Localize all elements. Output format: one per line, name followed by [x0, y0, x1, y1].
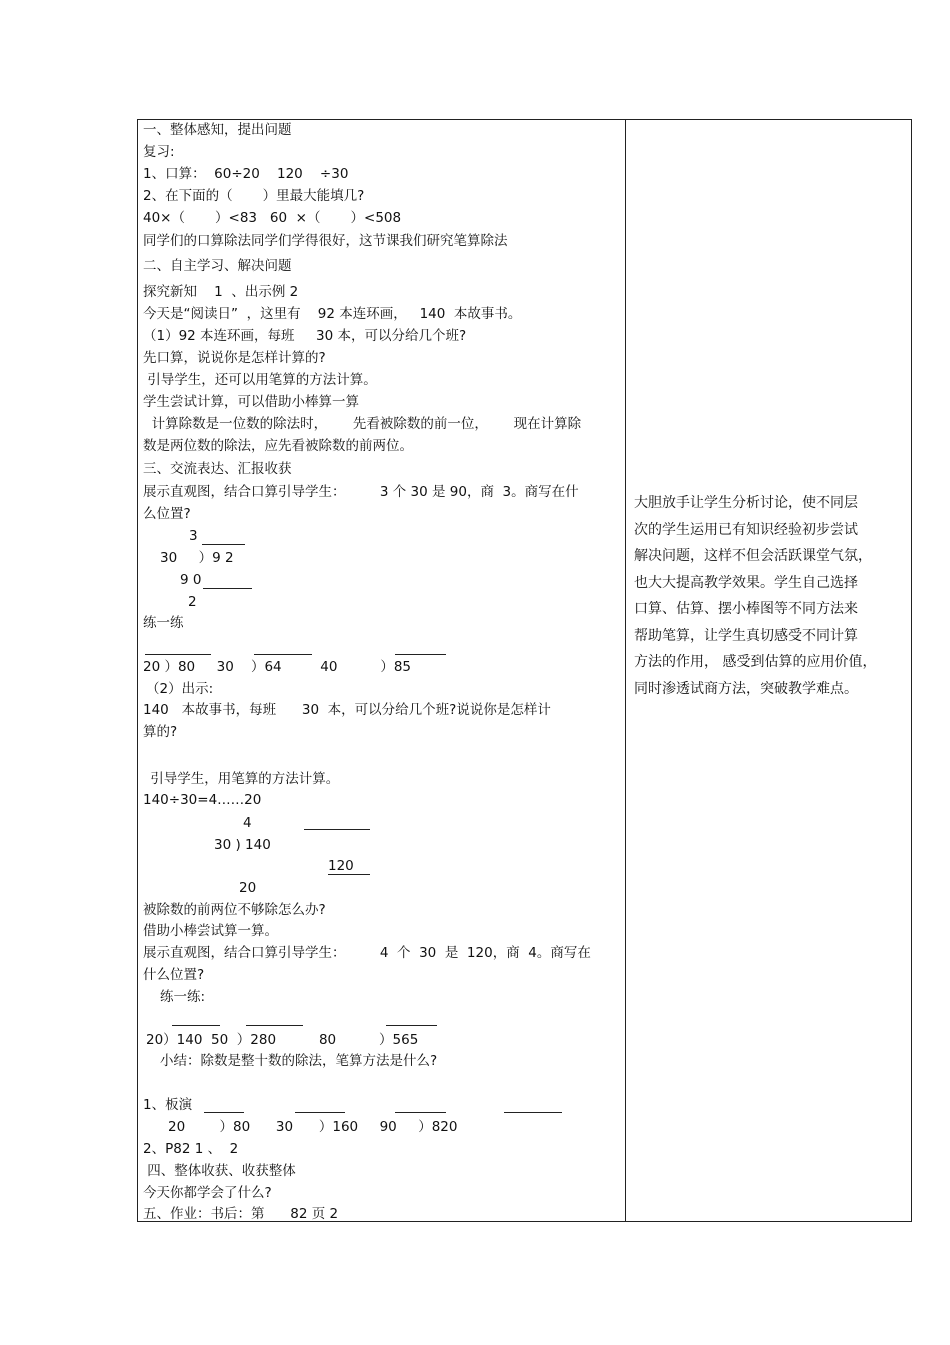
fill-exercise: 40×（ ）<83 60 ×（ ）<508: [143, 210, 402, 226]
section-3-heading: 三、交流表达、汇报收获: [143, 461, 292, 477]
show-diagram-1a: 展示直观图，结合口算引导学生： 3 个 30 是 90，商 3。商写在什: [143, 484, 579, 500]
intro-text: 同学们的口算除法同学们学得很好，这节课我们研究笔算除法: [143, 233, 508, 249]
division-remainder: 2: [188, 594, 197, 610]
division2-bar: [304, 829, 370, 830]
division2-setup: 30 ) 140: [214, 837, 271, 853]
review-label: 复习:: [143, 144, 175, 160]
board-problems: 20 ）80 30 ）160 90 ）820: [168, 1119, 458, 1135]
practice-bar-3: [395, 654, 446, 655]
section-2-heading: 二、自主学习、解决问题: [143, 258, 292, 274]
question-2a: 140 本故事书，每班 30 本，可以分给几个班?说说你是怎样计: [143, 702, 551, 718]
guide-written: 引导学生，用笔算的方法计算。: [146, 771, 340, 787]
question-1: （1）92 本连环画，每班 30 本，可以分给几个班?: [143, 328, 467, 344]
oral-first: 先口算，说说你是怎样计算的?: [143, 350, 326, 366]
note-line: 帮助笔算，让学生真切感受不同计算: [634, 627, 858, 644]
note-line: 大胆放手让学生分析讨论，使不同层: [634, 495, 858, 511]
note-line: 解决问题，这样不但会活跃课堂气氛，: [634, 548, 872, 564]
note-line: 方法的作用， 感受到估算的应用价值，: [634, 654, 877, 670]
show-2-label: （2）出示:: [146, 681, 214, 697]
fill-question: 2、在下面的（ ）里最大能填几?: [143, 188, 365, 204]
textbook-exercise: 2、P82 1 、 2: [143, 1141, 239, 1157]
division-bar: [202, 544, 245, 545]
practice-bar-2: [254, 654, 312, 655]
practice2-bar-1: [172, 1025, 220, 1026]
note-line: 也大大提高教学效果。学生自己选择: [634, 574, 858, 591]
division2-rule: [328, 874, 370, 875]
explore-label: 探究新知 1 、出示例 2: [143, 284, 299, 300]
board-bar-1: [204, 1112, 244, 1113]
column-divider: [625, 119, 626, 1222]
question-2b: 算的?: [143, 724, 178, 740]
section-4-heading: 四、整体收获、收获整体: [143, 1163, 296, 1179]
teaching-note: [634, 490, 904, 702]
note-line: 口算、估算、摆小棒图等不同方法来: [634, 601, 858, 617]
board-label: 1、板演: [143, 1097, 193, 1113]
try-sticks: 借助小棒尝试算一算。: [143, 923, 278, 939]
summary: 小结：除数是整十数的除法，笔算方法是什么?: [160, 1053, 438, 1069]
oral-calc: 1、口算： 60÷20 120 ÷30: [143, 166, 349, 182]
practice-problems: 20 ）80 30 ）64 40 ）85: [143, 659, 412, 675]
division2-quotient: 4: [243, 815, 252, 831]
practice2-bar-3: [386, 1025, 437, 1026]
practice-bar-1: [145, 654, 211, 655]
division-quotient: 3: [189, 528, 198, 544]
show-diagram-1b: 么位置?: [143, 506, 191, 522]
note-line: 次的学生运用已有知识经验初步尝试: [634, 521, 858, 538]
question-3: 被除数的前两位不够除怎么办?: [143, 902, 326, 918]
method-text-2: 数是两位数的除法，应先看被除数的前两位。: [143, 438, 413, 454]
show-diagram-2a: 展示直观图，结合口算引导学生： 4 个 30 是 120，商 4。商写在: [143, 945, 591, 961]
practice2-problems: 20）140 50 ）280 80 ）565: [146, 1032, 419, 1048]
show-diagram-2b: 什么位置?: [143, 967, 205, 983]
division-setup: 30 ）9 2: [160, 550, 234, 566]
board-bar-4: [504, 1112, 562, 1113]
method-text-1: 计算除数是一位数的除法时， 先看被除数的前一位， 现在计算除: [143, 416, 582, 432]
equation: 140÷30=4……20: [143, 792, 262, 808]
board-bar-2: [295, 1112, 345, 1113]
guide-text: 引导学生，还可以用笔算的方法计算。: [143, 372, 377, 388]
division2-remainder: 20: [239, 880, 257, 896]
division-rule: [203, 588, 252, 589]
homework: 五、作业：书后：第 82 页 2: [143, 1206, 339, 1222]
try-text: 学生尝试计算，可以借助小棒算一算: [143, 394, 359, 410]
board-bar-3: [395, 1112, 446, 1113]
note-line: 同时渗透试商方法，突破教学难点。: [634, 680, 858, 697]
division2-product: 120: [328, 858, 354, 874]
division-product: 9 0: [180, 572, 202, 588]
practice-label-2: 练一练:: [160, 989, 206, 1005]
practice-label: 练一练: [143, 615, 184, 631]
reading-day-text: 今天是“阅读日” ，这里有 92 本连环画， 140 本故事书。: [143, 306, 522, 322]
section-1-heading: 一、整体感知，提出问题: [143, 122, 292, 138]
review-question: 今天你都学会了什么?: [143, 1185, 272, 1201]
practice2-bar-2: [246, 1025, 303, 1026]
